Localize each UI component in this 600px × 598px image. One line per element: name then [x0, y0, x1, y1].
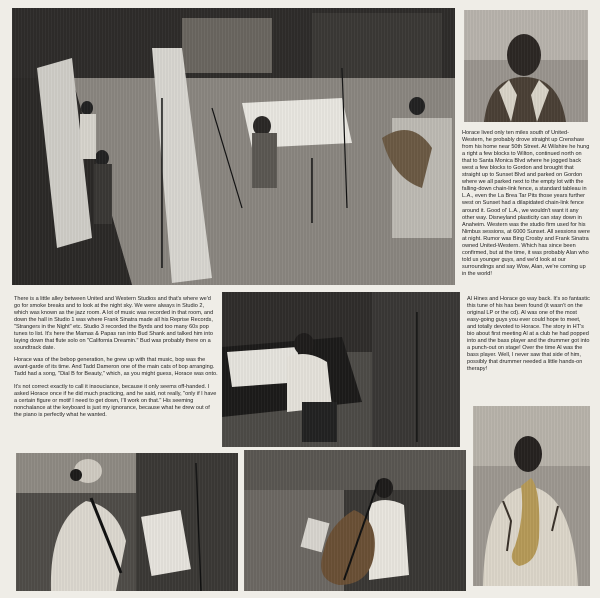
flute-player-image	[16, 453, 238, 591]
horace-bio-paragraph: Horace lived only ten miles south of United-Western, he probably drove straight up Crenshaw from his home near 50th Street. At Wilshire he hung a right a few blocks to Wilton, continued north on that to Santa Monica Blvd where he jogged back west a few blocks to Gordon and brought that straight up to Sunset Blvd and parked on Gordon where we all parked next to the empty lot with the falling-down chain-link fence, a standard tableau in L.A., even the La Brea Tar Pits those years further west on Sunset had a dilapidated chain-link fence around it. Good ol' L.A., we wouldn't want it any other way. Disneyland plasticity can stay down in Anaheim. Western was the studio firm used for his Nimbus sessions, at 6000 Sunset. All sessions were at night. Rumor was Bing Crosby and Frank Sinatra owned United-Western. Which has since been confirmed, but at the time, it was probably Alan who told us younger guys, and we'd look at our surroundings and say Wow, Alan, we're coming up in the world!	[462, 130, 590, 277]
pianist-image	[222, 292, 460, 447]
flute-player-photo	[16, 453, 238, 591]
bebop-paragraph: Horace was of the bebop generation, he grew up with that music, bop was the avant-garde of its time. And Tadd Dameron one of the main cats of bop arranging. Tadd had a song, "Dial B for Beauty," which, as you might guess, Horace was onto.	[14, 357, 218, 378]
pianist-photo	[222, 292, 460, 447]
saxophonist-photo	[473, 406, 590, 586]
horace-portrait-photo	[464, 10, 588, 122]
bassist-image	[244, 450, 466, 591]
studio-overview-image	[12, 8, 455, 285]
alley-paragraph: There is a little alley between United and Western Studios and that's where we'd go for smoke breaks and to look at the night sky. We were always in Studio 2, which was known as the jazz room. A lot of music was recorded in that room, and down the hall in Studio 1 was where Frank Sinatra made all his Reprise Records, "Strangers in the Night" etc. Studio 3 recorded the Byrds and too many 60s pop tunes to list. It's here the Mamas & Papas ran into Bud Shank and talked him into laying down that flute solo on "California Dreamin." Bud was probably there on a soundtrack date.	[14, 296, 214, 352]
left-text-column	[14, 296, 218, 424]
al-hines-paragraph: Al Hines and Horace go way back. It's so fantastic this tune of his has been found (it wasn't on the original LP or the cd). Al was one of the most easy-going guys you ever could hope to meet, and totally devoted to Horace. The story in HT's bio about first meeting Al at a club he had popped into and the bass player and the drummer got into a punch-out on stage! Over the time Al was the bass player. Well, I never saw that side of him, possibly that drummer needed a little hands-on therapy!	[467, 296, 590, 373]
horace-portrait-image	[464, 10, 588, 122]
bassist-photo	[244, 450, 466, 591]
saxophonist-image	[473, 406, 590, 586]
studio-overview-photo	[12, 8, 455, 285]
horace-bio-text	[462, 130, 590, 283]
al-hines-text	[467, 296, 591, 379]
insouciance-paragraph: It's not correct exactly to call it insouciance, because it only seems off-handed. I asked Horace once if he did much practicing, and he said, not really, "only if I have a certain figure or motif I need to get down, I'll work on that." His seeming nonchalance at the keyboard is just my ignorance, because what he drew out of the piano is perfectly what he wanted.	[14, 383, 217, 418]
